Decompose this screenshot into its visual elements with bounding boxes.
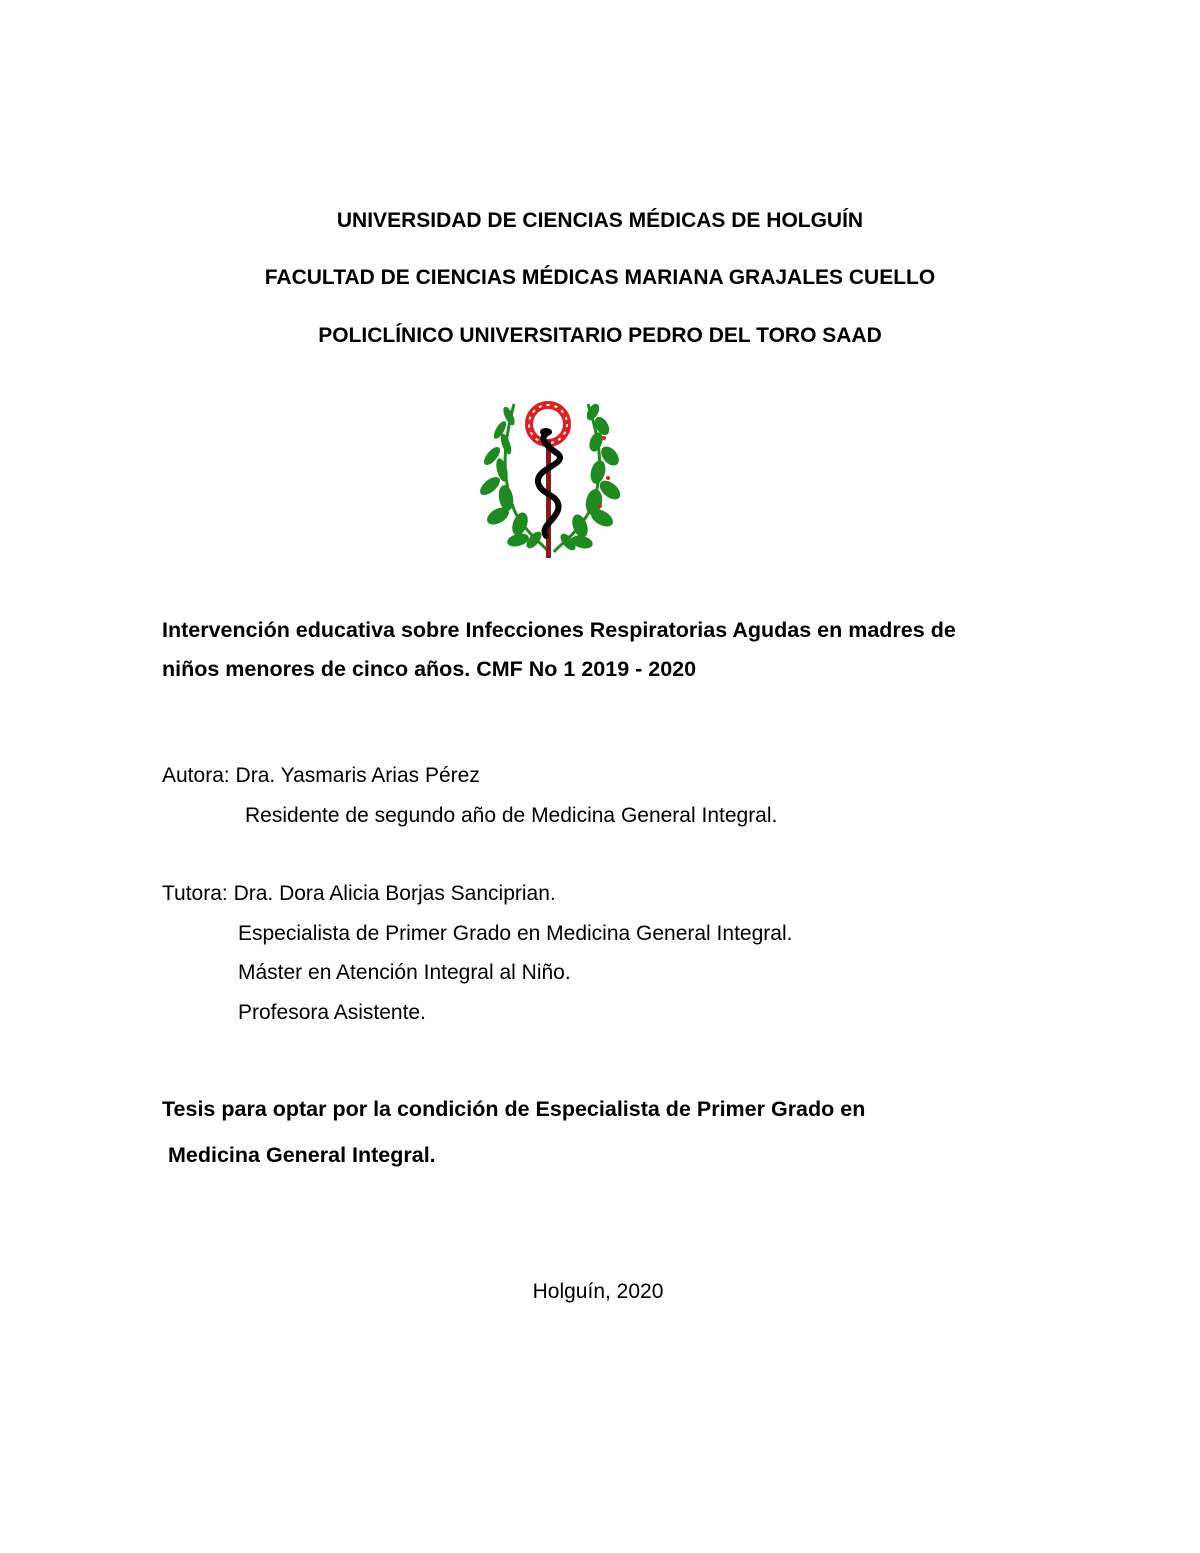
- thesis-purpose-line-2: Medicina General Integral.: [168, 1143, 436, 1167]
- author-line: Autora: Dra. Yasmaris Arias Pérez: [162, 764, 480, 787]
- medical-emblem-icon: [476, 394, 626, 562]
- staff-icon: [546, 440, 551, 558]
- red-ring-icon: [529, 405, 567, 443]
- place-date: Holguín, 2020: [532, 1280, 664, 1303]
- thesis-purpose-line-1: Tesis para optar por la condición de Especialista de Primer Grado en: [162, 1097, 866, 1121]
- university-heading: UNIVERSIDAD DE CIENCIAS MÉDICAS DE HOLGUÍN: [336, 209, 864, 232]
- tutor-credential: Especialista de Primer Grado en Medicina General Integral.: [238, 922, 793, 945]
- tutor-line: Tutora: Dra. Dora Alicia Borjas Sanciprian.: [162, 882, 556, 905]
- thesis-title-line-2: niños menores de cinco años. CMF No 1 2019 - 2020: [162, 657, 697, 681]
- thesis-title-line-1: Intervención educativa sobre Infecciones Respiratorias Agudas en madres de: [162, 618, 956, 642]
- author-role: Residente de segundo año de Medicina General Integral.: [245, 804, 778, 827]
- polyclinic-heading: POLICLÍNICO UNIVERSITARIO PEDRO DEL TORO SAAD: [318, 324, 882, 347]
- faculty-heading: FACULTAD DE CIENCIAS MÉDICAS MARIANA GRAJALES CUELLO: [264, 266, 936, 289]
- tutor-credential: Máster en Atención Integral al Niño.: [238, 961, 571, 984]
- tutor-credential: Profesora Asistente.: [238, 1001, 426, 1024]
